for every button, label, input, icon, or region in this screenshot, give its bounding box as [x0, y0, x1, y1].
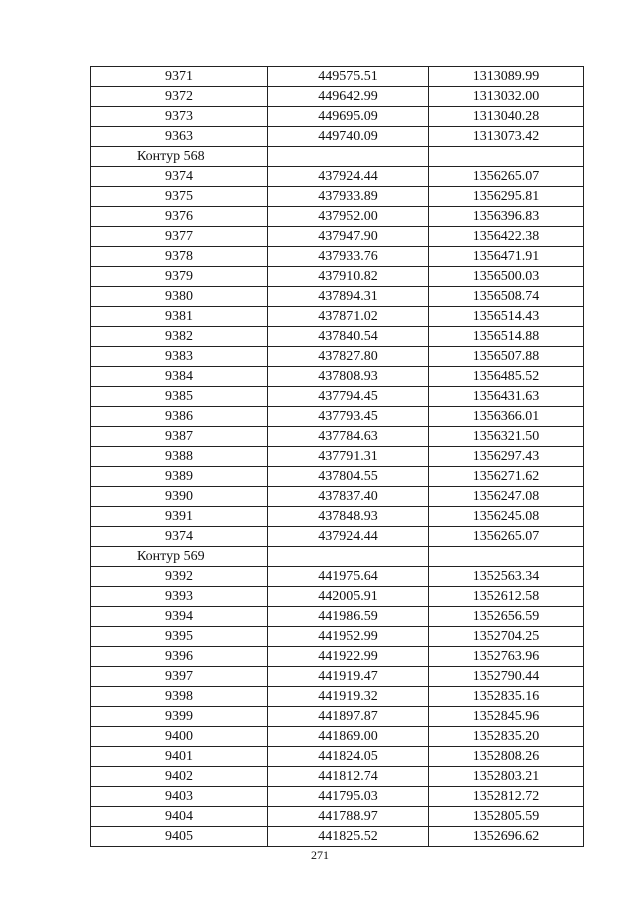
table-row	[91, 687, 584, 707]
x-coordinate-cell: 441795.03	[268, 787, 429, 807]
y-coordinate-cell: 1356321.50	[429, 427, 584, 447]
x-coordinate-cell: 449695.09	[268, 107, 429, 127]
y-coordinate-cell: 1352835.20	[429, 727, 584, 747]
point-number-cell: 9374	[91, 527, 268, 547]
table-row	[91, 207, 584, 227]
y-coordinate-cell: 1352808.26	[429, 747, 584, 767]
point-number-cell: 9382	[91, 327, 268, 347]
point-number-cell: 9374	[91, 167, 268, 187]
point-number-cell: 9372	[91, 87, 268, 107]
table-row	[91, 387, 584, 407]
point-number-cell: 9386	[91, 407, 268, 427]
y-coordinate-cell: 1352763.96	[429, 647, 584, 667]
y-coordinate-cell: 1356471.91	[429, 247, 584, 267]
point-number-cell: 9405	[91, 827, 268, 847]
x-coordinate-cell: 441919.32	[268, 687, 429, 707]
y-coordinate-cell: 1356422.38	[429, 227, 584, 247]
point-number-cell: 9377	[91, 227, 268, 247]
x-coordinate-cell: 437871.02	[268, 307, 429, 327]
y-coordinate-cell: 1356247.08	[429, 487, 584, 507]
table-row	[91, 567, 584, 587]
x-coordinate-cell: 437910.82	[268, 267, 429, 287]
table-row	[91, 627, 584, 647]
x-coordinate-cell: 441788.97	[268, 807, 429, 827]
table-row	[91, 727, 584, 747]
x-coordinate-cell: 441952.99	[268, 627, 429, 647]
y-coordinate-cell: 1356396.83	[429, 207, 584, 227]
contour-label: Контур 569	[91, 547, 268, 567]
y-coordinate-cell: 1352656.59	[429, 607, 584, 627]
y-coordinate-cell: 1356295.81	[429, 187, 584, 207]
point-number-cell: 9387	[91, 427, 268, 447]
y-coordinate-cell: 1352696.62	[429, 827, 584, 847]
table-row	[91, 407, 584, 427]
point-number-cell: 9396	[91, 647, 268, 667]
contour-header-row	[91, 547, 584, 567]
point-number-cell: 9381	[91, 307, 268, 327]
y-coordinate-cell: 1352790.44	[429, 667, 584, 687]
x-coordinate-cell: 437952.00	[268, 207, 429, 227]
table-row	[91, 247, 584, 267]
point-number-cell: 9404	[91, 807, 268, 827]
y-coordinate-cell: 1356514.43	[429, 307, 584, 327]
table-row	[91, 607, 584, 627]
contour-header-row	[91, 147, 584, 167]
y-coordinate-cell: 1356485.52	[429, 367, 584, 387]
point-number-cell: 9379	[91, 267, 268, 287]
x-coordinate-cell: 437837.40	[268, 487, 429, 507]
y-coordinate-cell: 1356271.62	[429, 467, 584, 487]
y-coordinate-cell: 1356265.07	[429, 527, 584, 547]
table-row	[91, 667, 584, 687]
table-row	[91, 227, 584, 247]
table-row	[91, 367, 584, 387]
y-coordinate-cell: 1313032.00	[429, 87, 584, 107]
page-number: 271	[311, 848, 329, 862]
table-row	[91, 647, 584, 667]
y-coordinate-cell: 1313040.28	[429, 107, 584, 127]
x-coordinate-cell: 437848.93	[268, 507, 429, 527]
table-row	[91, 347, 584, 367]
table-row	[91, 447, 584, 467]
x-coordinate-cell: 437933.89	[268, 187, 429, 207]
y-coordinate-cell: 1356508.74	[429, 287, 584, 307]
point-number-cell: 9388	[91, 447, 268, 467]
x-coordinate-cell: 441812.74	[268, 767, 429, 787]
table-row	[91, 467, 584, 487]
x-coordinate-cell: 441897.87	[268, 707, 429, 727]
x-coordinate-cell: 437793.45	[268, 407, 429, 427]
y-coordinate-cell: 1356500.03	[429, 267, 584, 287]
table-row	[91, 787, 584, 807]
table-row	[91, 307, 584, 327]
y-coordinate-cell: 1356507.88	[429, 347, 584, 367]
x-coordinate-cell: 437947.90	[268, 227, 429, 247]
x-coordinate-cell: 437791.31	[268, 447, 429, 467]
table-row	[91, 527, 584, 547]
y-coordinate-cell: 1356245.08	[429, 507, 584, 527]
table-row	[91, 767, 584, 787]
x-coordinate-cell: 442005.91	[268, 587, 429, 607]
point-number-cell: 9393	[91, 587, 268, 607]
x-coordinate-cell: 441824.05	[268, 747, 429, 767]
y-coordinate-cell: 1356431.63	[429, 387, 584, 407]
point-number-cell: 9376	[91, 207, 268, 227]
table-row	[91, 707, 584, 727]
table-row	[91, 87, 584, 107]
x-coordinate-cell: 437808.93	[268, 367, 429, 387]
y-coordinate-cell: 1313089.99	[429, 67, 584, 87]
x-coordinate-cell: 441975.64	[268, 567, 429, 587]
x-coordinate-cell: 449575.51	[268, 67, 429, 87]
x-coordinate-cell: 449740.09	[268, 127, 429, 147]
point-number-cell: 9400	[91, 727, 268, 747]
table-row	[91, 827, 584, 847]
x-coordinate-cell: 437794.45	[268, 387, 429, 407]
table-row	[91, 807, 584, 827]
coordinates-table	[90, 66, 584, 847]
point-number-cell: 9389	[91, 467, 268, 487]
point-number-cell: 9403	[91, 787, 268, 807]
table-row	[91, 267, 584, 287]
contour-label: Контур 568	[91, 147, 268, 167]
table-row	[91, 327, 584, 347]
empty-cell	[268, 147, 429, 167]
y-coordinate-cell: 1356366.01	[429, 407, 584, 427]
point-number-cell: 9395	[91, 627, 268, 647]
x-coordinate-cell: 437924.44	[268, 527, 429, 547]
x-coordinate-cell: 449642.99	[268, 87, 429, 107]
x-coordinate-cell: 437784.63	[268, 427, 429, 447]
y-coordinate-cell: 1352812.72	[429, 787, 584, 807]
table-row	[91, 167, 584, 187]
point-number-cell: 9398	[91, 687, 268, 707]
x-coordinate-cell: 437924.44	[268, 167, 429, 187]
point-number-cell: 9384	[91, 367, 268, 387]
y-coordinate-cell: 1352805.59	[429, 807, 584, 827]
table-row	[91, 187, 584, 207]
point-number-cell: 9391	[91, 507, 268, 527]
x-coordinate-cell: 437827.80	[268, 347, 429, 367]
y-coordinate-cell: 1356265.07	[429, 167, 584, 187]
y-coordinate-cell: 1356514.88	[429, 327, 584, 347]
point-number-cell: 9402	[91, 767, 268, 787]
table-row	[91, 67, 584, 87]
table-row	[91, 127, 584, 147]
empty-cell	[429, 547, 584, 567]
y-coordinate-cell: 1352704.25	[429, 627, 584, 647]
point-number-cell: 9401	[91, 747, 268, 767]
y-coordinate-cell: 1356297.43	[429, 447, 584, 467]
table-row	[91, 287, 584, 307]
x-coordinate-cell: 437933.76	[268, 247, 429, 267]
point-number-cell: 9399	[91, 707, 268, 727]
table-row	[91, 487, 584, 507]
x-coordinate-cell: 437804.55	[268, 467, 429, 487]
table-row	[91, 747, 584, 767]
y-coordinate-cell: 1352835.16	[429, 687, 584, 707]
x-coordinate-cell: 441922.99	[268, 647, 429, 667]
point-number-cell: 9394	[91, 607, 268, 627]
point-number-cell: 9373	[91, 107, 268, 127]
point-number-cell: 9380	[91, 287, 268, 307]
table-row	[91, 507, 584, 527]
point-number-cell: 9371	[91, 67, 268, 87]
x-coordinate-cell: 441869.00	[268, 727, 429, 747]
x-coordinate-cell: 441825.52	[268, 827, 429, 847]
empty-cell	[268, 547, 429, 567]
table-row	[91, 427, 584, 447]
point-number-cell: 9397	[91, 667, 268, 687]
x-coordinate-cell: 441986.59	[268, 607, 429, 627]
table-row	[91, 587, 584, 607]
y-coordinate-cell: 1313073.42	[429, 127, 584, 147]
y-coordinate-cell: 1352845.96	[429, 707, 584, 727]
y-coordinate-cell: 1352803.21	[429, 767, 584, 787]
point-number-cell: 9390	[91, 487, 268, 507]
coordinates-table-body	[91, 67, 584, 847]
point-number-cell: 9378	[91, 247, 268, 267]
point-number-cell: 9375	[91, 187, 268, 207]
point-number-cell: 9385	[91, 387, 268, 407]
point-number-cell: 9383	[91, 347, 268, 367]
point-number-cell: 9392	[91, 567, 268, 587]
point-number-cell: 9363	[91, 127, 268, 147]
x-coordinate-cell: 437894.31	[268, 287, 429, 307]
x-coordinate-cell: 441919.47	[268, 667, 429, 687]
x-coordinate-cell: 437840.54	[268, 327, 429, 347]
table-row	[91, 107, 584, 127]
empty-cell	[429, 147, 584, 167]
y-coordinate-cell: 1352612.58	[429, 587, 584, 607]
y-coordinate-cell: 1352563.34	[429, 567, 584, 587]
